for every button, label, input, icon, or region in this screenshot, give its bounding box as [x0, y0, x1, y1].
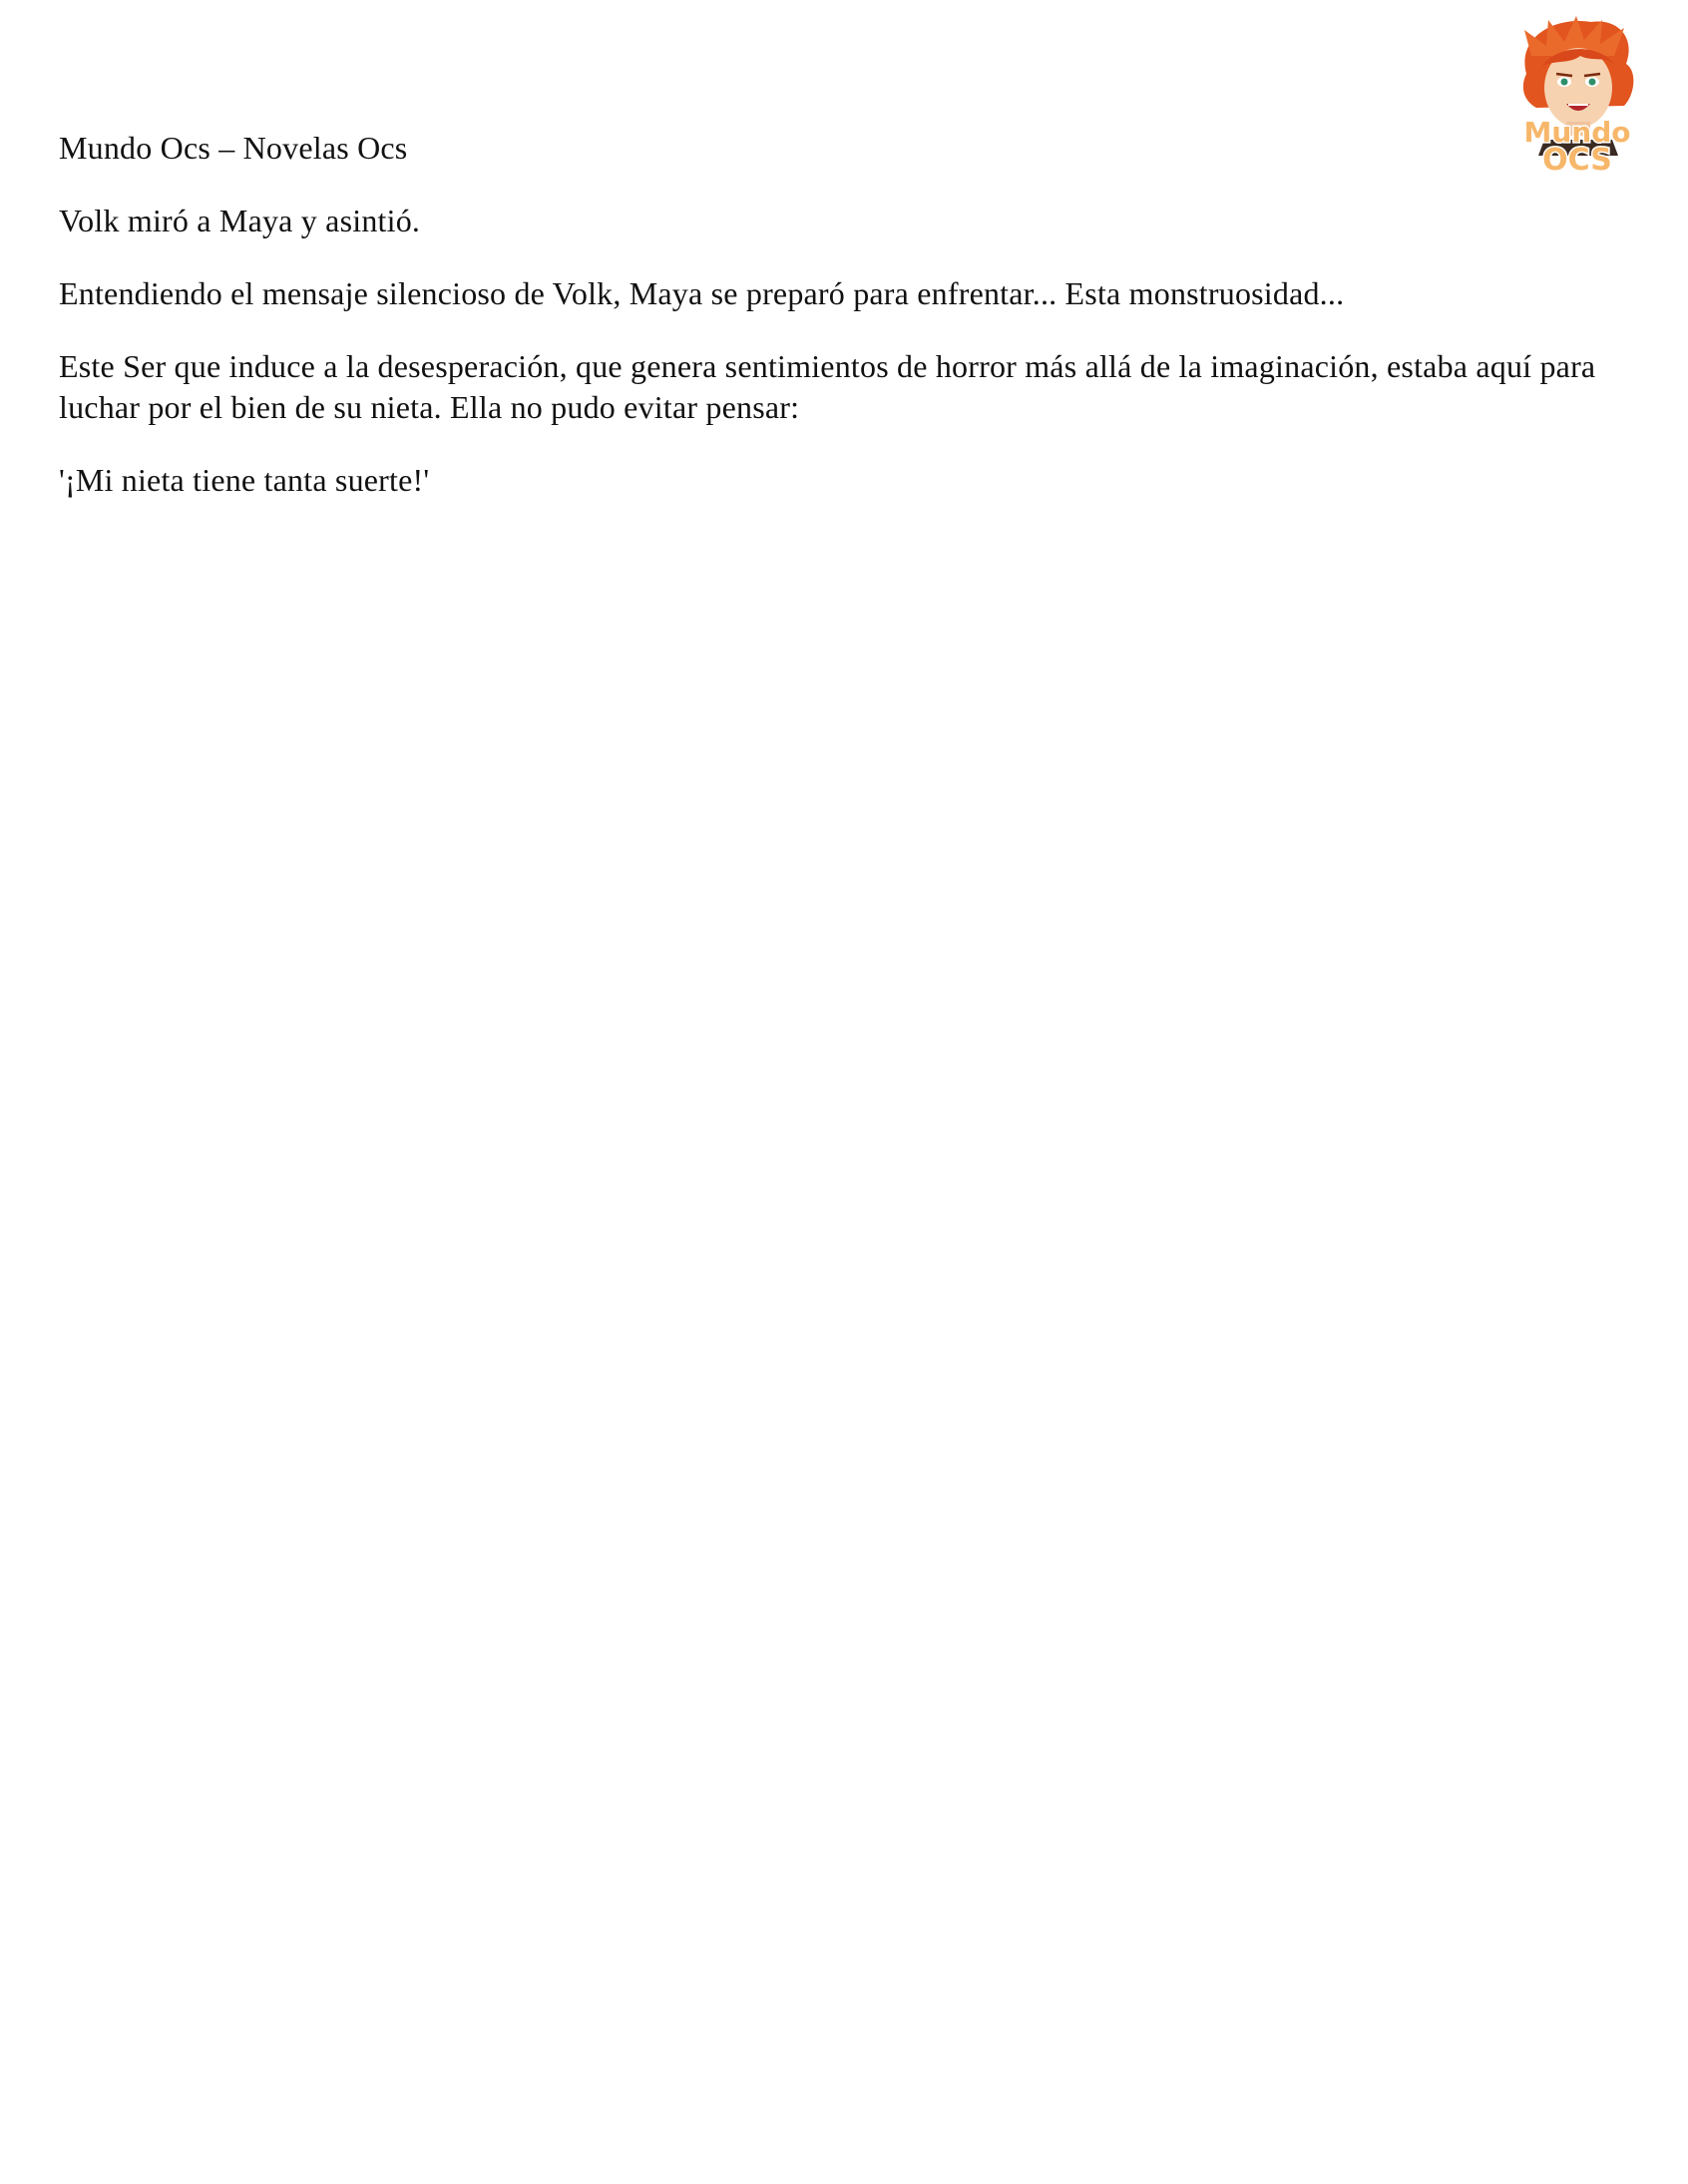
logo-word-ocs: OCS — [1542, 143, 1612, 176]
paragraph: Entendiendo el mensaje silencioso de Volk, Maya se preparó para enfrentar... Esta monstruosidad... — [59, 275, 1345, 311]
logo-word-mundo: Mundo — [1523, 116, 1631, 149]
header-line: Mundo Ocs – Novelas Ocs — [59, 130, 408, 166]
paragraph: Volk miró a Maya y asintió. — [59, 203, 421, 238]
document-body — [59, 128, 1615, 533]
paragraph: '¡Mi nieta tiene tanta suerte!' — [59, 462, 430, 498]
paragraph: Este Ser que induce a la desesperación, que genera sentimientos de horror más allá de la imaginación, estaba aquí para luchar por el bien de su nieta. Ella no pudo evitar pensar: — [59, 348, 1596, 425]
